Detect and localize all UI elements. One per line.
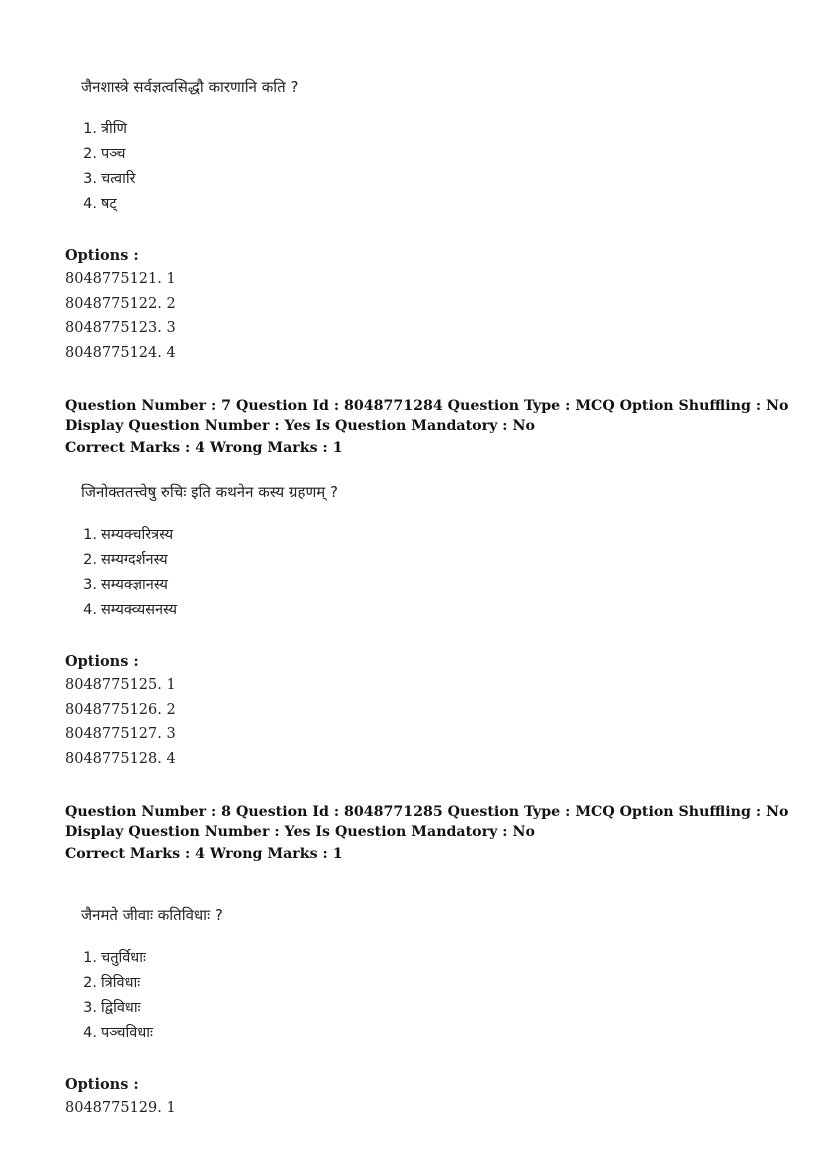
choice-text: त्रिविधाः: [101, 975, 141, 991]
choice-text: षट्: [101, 196, 117, 212]
choice-item: [81, 1022, 153, 1042]
option-row: 8048775123. 3: [65, 320, 176, 336]
option-row: 8048775122. 2: [65, 296, 176, 312]
options-heading: Options :: [65, 247, 139, 264]
choice-item: [81, 997, 141, 1017]
question-meta-line: Question Number : 7 Question Id : 8048771284 Question Type : MCQ Option Shuffling : No: [65, 398, 789, 414]
choice-text: सम्यक्ज्ञानस्य: [101, 577, 168, 593]
marks-line: Correct Marks : 4 Wrong Marks : 1: [65, 440, 343, 456]
option-row: 8048775129. 1: [65, 1100, 176, 1116]
options-heading: Options :: [65, 1076, 139, 1093]
option-row: 8048775124. 4: [65, 345, 176, 361]
choice-item: [81, 549, 168, 569]
question-meta-line: Display Question Number : Yes Is Question Mandatory : No: [65, 824, 535, 840]
choice-text: चतुर्विधाः: [101, 950, 146, 966]
choice-item: [81, 168, 136, 188]
choice-text: पञ्चविधाः: [101, 1025, 153, 1041]
choice-item: [81, 193, 117, 213]
choice-item: [81, 524, 173, 544]
choice-item: [81, 599, 177, 619]
choice-number: 1.: [83, 121, 97, 137]
question-text: जिनोक्ततत्त्वेषु रुचिः इति कथनेन कस्य ग्रहणम् ?: [81, 483, 338, 501]
question-text: जैनशास्त्रे सर्वज्ञत्वसिद्धौ कारणानि कति ?: [81, 78, 299, 96]
option-row: 8048775128. 4: [65, 751, 176, 767]
choice-text: द्विविधाः: [101, 1000, 141, 1016]
question-text: जैनमते जीवाः कतिविधाः ?: [81, 906, 223, 924]
choice-number: 1.: [83, 527, 97, 543]
choice-text: त्रीणि: [101, 121, 127, 137]
question-meta-line: Display Question Number : Yes Is Question Mandatory : No: [65, 418, 535, 434]
choice-number: 2.: [83, 552, 97, 568]
choice-item: [81, 947, 146, 967]
option-row: 8048775126. 2: [65, 702, 176, 718]
marks-line: Correct Marks : 4 Wrong Marks : 1: [65, 846, 343, 862]
options-heading: Options :: [65, 653, 139, 670]
choice-number: 3.: [83, 1000, 97, 1016]
choice-number: 3.: [83, 577, 97, 593]
choice-number: 3.: [83, 171, 97, 187]
choice-text: सम्यक्चरित्रस्य: [101, 527, 174, 543]
choice-text: चत्वारि: [101, 171, 136, 187]
choice-item: [81, 118, 127, 138]
choice-item: [81, 972, 140, 992]
question-meta-line: Question Number : 8 Question Id : 8048771285 Question Type : MCQ Option Shuffling : No: [65, 804, 789, 820]
choice-number: 4.: [83, 1025, 97, 1041]
choice-number: 1.: [83, 950, 97, 966]
option-row: 8048775121. 1: [65, 271, 176, 287]
choice-number: 4.: [83, 196, 97, 212]
choice-number: 2.: [83, 975, 97, 991]
option-row: 8048775125. 1: [65, 677, 176, 693]
choice-item: [81, 143, 126, 163]
choice-number: 4.: [83, 602, 97, 618]
choice-item: [81, 574, 168, 594]
option-row: 8048775127. 3: [65, 726, 176, 742]
choice-text: पञ्च: [101, 146, 126, 162]
choice-text: सम्यक्व्यसनस्य: [101, 602, 178, 618]
choice-number: 2.: [83, 146, 97, 162]
choice-text: सम्यग्दर्शनस्य: [101, 552, 168, 568]
